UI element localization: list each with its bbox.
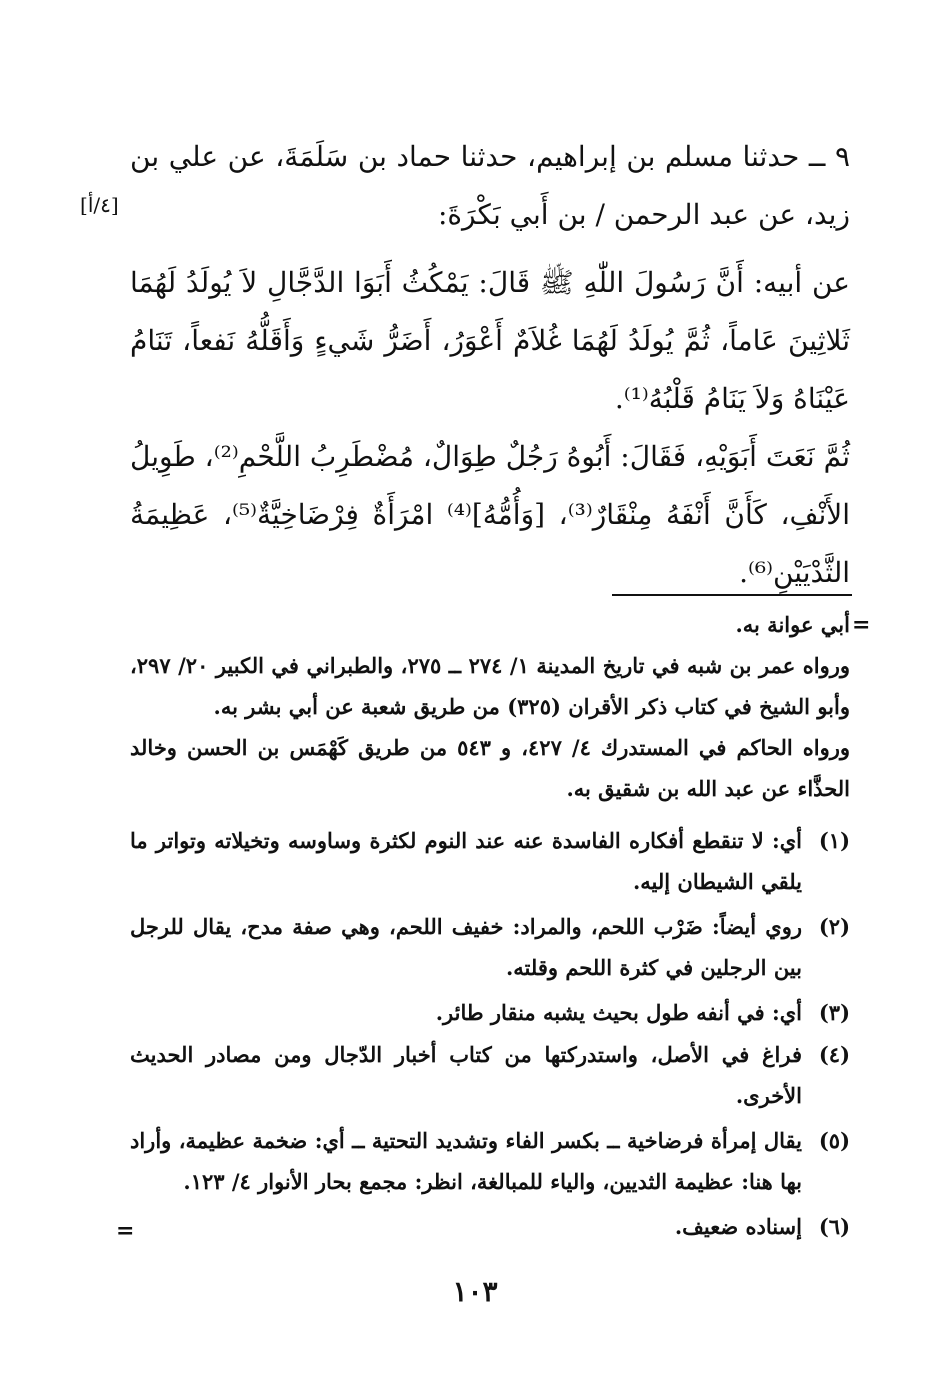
footnote-6 (130, 1206, 850, 1247)
footnote-text: أي: في أنفه طول بحيث يشبه منقار طائر. (435, 1000, 802, 1025)
footnote-number: (٣) (818, 1000, 850, 1025)
page-number: ١٠٣ (452, 1275, 498, 1308)
footnote-number: (٤) (818, 1042, 850, 1067)
hadith-chain: ٩ ــ حدثنا مسلم بن إبراهيم، حدثنا حماد بن سَلَمَةَ، عن علي بن زيد، عن عبد الرحمن / بن أَبي بَكْرَةَ: (130, 140, 850, 231)
footnote-text: روي أيضاً: ضَرْب اللحم، والمراد: خفيف اللحم، وهي صفة مدح، يقال للرجل بين الرجلين في كثرة اللحم وقلته. (130, 914, 802, 980)
footnote-text: فراغ في الأصل، واستدركتها من كتاب أخبار الدّجال ومن مصادر الحديث الأخرى. (130, 1042, 802, 1108)
footnote-number: (٢) (818, 914, 850, 939)
footnote-continuation: أبي عوانة به. ورواه عمر بن شبه في تاريخ المدينة ١/ ٢٧٤ ــ ٢٧٥، والطبراني في الكبير ٢٠/ ٢٩٧، وأبو الشيخ في كتاب ذكر الأقران (٣٢٥) من طريق شعبة عن أبي بشر به. ورواه الحاكم في المستدرك ٤/ ٤٢٧، و ٥٤٣ من طريق كَهْمَس بن الحسن وخالد الحذَّاء عن عبد الله بن شقيق به. (130, 612, 851, 801)
hadith-text-2: ثُمَّ نَعَتَ أَبَوَيْهِ، فَقَالَ: أَبُوهُ رَجُلٌ طِوَالٌ، مُضْطَرِبُ اللَّحْمِ⁽²⁾، طَوِيلُ الأَنْفِ، كَأَنَّ أَنْفَهُ مِنْقَارٌ⁽³⁾، [وَأُمُّهُ]⁽⁴⁾ امْرَأَةٌ فِرْضَاخِيَّةٌ⁽⁵⁾، عَظِيمَةُ الثَّدْيَيْنِ⁽⁶⁾. (130, 440, 851, 589)
footnote-1 (130, 820, 850, 902)
footnote-3 (130, 992, 850, 1033)
footnote-4 (130, 1034, 850, 1116)
continuation-mark-top: = (852, 612, 871, 638)
footnote-number: (٦) (818, 1214, 850, 1239)
footnote-text: يقال إمرأة فرضاخية ــ بكسر الفاء وتشديد التحتية ــ أي: ضخمة عظيمة، وأراد بها هنا: عظيمة الثديين، والياء للمبالغة، انظر: مجمع بحار الأنوار ٤/ ١٢٣. (130, 1128, 802, 1194)
footnote-2 (130, 906, 850, 988)
hadith-text-1: عن أبيه: أَنَّ رَسُولَ اللّٰهِ ﷺ قَالَ: يَمْكُثُ أَبَوَا الدَّجَّالِ لاَ يُولَدُ لَهُمَا ثَلاثِينَ عَاماً، ثُمَّ يُولَدُ لَهُمَا غُلاَمٌ أَعْوَرُ، أَضَرُّ شَيءٍ وَأَقَلُّهُ نَفعاً، تَنَامُ عَيْنَاهُ وَلاَ يَنَامُ قَلْبُهُ⁽¹⁾. (130, 266, 850, 415)
footnote-text: أي: لا تنقطع أفكاره الفاسدة عنه عند النوم لكثرة وساوسه وتخيلاته وتواتر ما يلقي الشيطان إليه. (130, 828, 802, 894)
footnote-text: إسناده ضعيف. (674, 1214, 802, 1239)
continuation-mark-bottom: = (116, 1218, 135, 1244)
footnote-number: (٥) (818, 1128, 850, 1153)
footnote-separator (612, 594, 852, 596)
footnote-number: (١) (818, 828, 850, 853)
manuscript-folio-ref: [٤/أ] (80, 193, 119, 217)
footnote-5 (130, 1120, 850, 1202)
